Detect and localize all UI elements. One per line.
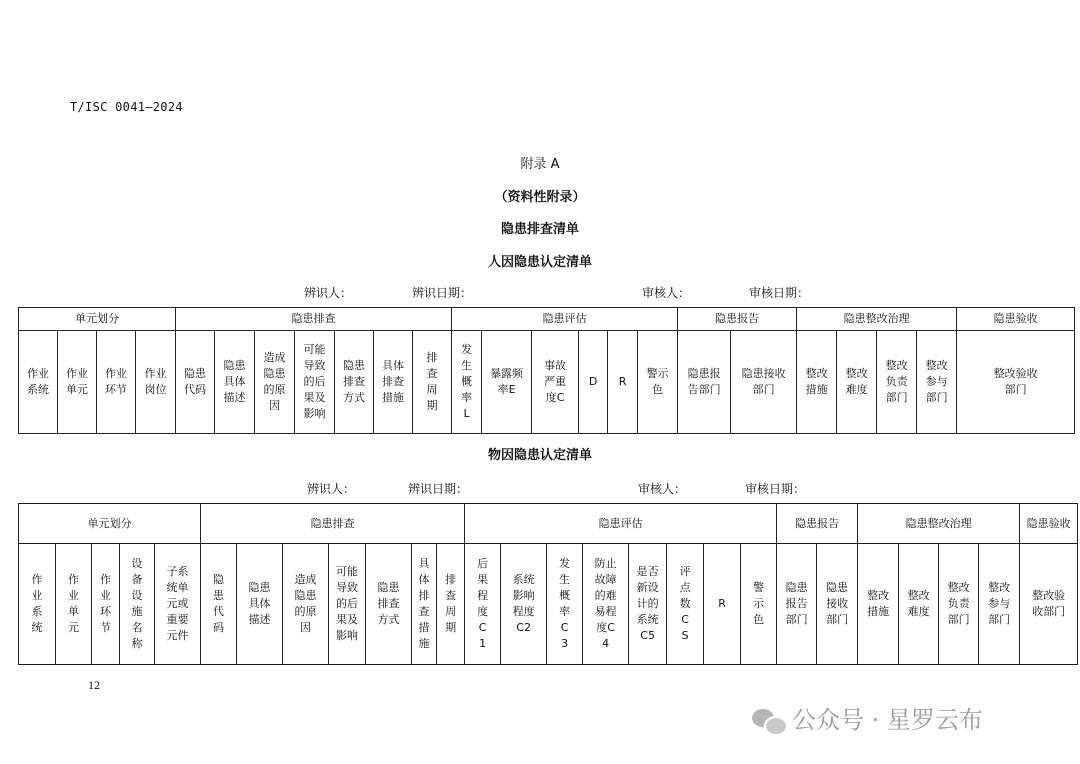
page-number: 12 — [88, 678, 100, 692]
col-header: 具体排查措施 — [412, 544, 437, 665]
reviewer-label: 审核人： — [642, 286, 691, 300]
col-header: 隐患代码 — [201, 544, 237, 665]
group-assessment: 隐患评估 — [452, 308, 678, 331]
col-header: 隐患具体描述 — [215, 331, 255, 434]
col-header: 整改措施 — [858, 544, 899, 665]
document-code: T/ISC 0041—2024 — [70, 100, 183, 114]
col-header: 可能导致的后果及影响 — [329, 544, 366, 665]
col-header: 评点数CS — [667, 544, 704, 665]
list-title: 隐患排查清单 — [500, 222, 579, 237]
reviewer-label: 审核人： — [638, 482, 687, 496]
col-header: 设备设施名称 — [120, 544, 155, 665]
col-header: 整改参与部门 — [979, 544, 1020, 665]
col-header: 作业系统 — [19, 331, 58, 434]
col-header: 具体排查措施 — [374, 331, 413, 434]
col-header: 整改参与部门 — [917, 331, 957, 434]
col-header: D — [579, 331, 608, 434]
human-hazard-table — [18, 307, 1075, 434]
group-report: 隐患报告 — [678, 308, 797, 331]
identify-date-label: 辨识日期： — [408, 482, 469, 496]
group-acceptance: 隐患验收 — [1020, 504, 1078, 544]
col-header: 警示色 — [741, 544, 777, 665]
col-header: 造成隐患的原因 — [255, 331, 295, 434]
col-header: 整改措施 — [797, 331, 837, 434]
appendix-type: （资料性附录） — [494, 190, 586, 205]
col-header: 作业环节 — [92, 544, 120, 665]
col-header: 隐患排查方式 — [366, 544, 412, 665]
human-list-title: 人因隐患认定清单 — [487, 255, 592, 270]
col-header: 发生概率C3 — [547, 544, 583, 665]
col-header: 作业环节 — [97, 331, 136, 434]
review-date-label: 审核日期： — [745, 482, 806, 496]
appendix-title: 附录 A — [520, 157, 560, 172]
identifier-label: 辨识人： — [304, 286, 353, 300]
col-header: 排查周期 — [437, 544, 465, 665]
group-inspection: 隐患排查 — [201, 504, 465, 544]
col-header: 后果程度C1 — [465, 544, 501, 665]
col-header: 隐患接收部门 — [817, 544, 858, 665]
col-header: 可能导致的后果及影响 — [295, 331, 335, 434]
col-header: 隐患排查方式 — [335, 331, 374, 434]
col-header: 整改验收部门 — [1020, 544, 1078, 665]
wechat-icon — [752, 707, 786, 735]
col-header: 作业系统 — [19, 544, 56, 665]
object-list-title: 物因隐患认定清单 — [487, 448, 592, 463]
col-header: 隐患接收部门 — [731, 331, 797, 434]
group-unit: 单元划分 — [19, 504, 201, 544]
col-header: 排查周期 — [413, 331, 452, 434]
col-header: 防止故障的难易程度C4 — [583, 544, 629, 665]
col-header: R — [608, 331, 638, 434]
col-header: 隐患报告部门 — [777, 544, 817, 665]
watermark — [752, 700, 983, 735]
object-hazard-table — [18, 503, 1078, 665]
group-unit: 单元划分 — [19, 308, 176, 331]
group-assessment: 隐患评估 — [465, 504, 777, 544]
identify-date-label: 辨识日期： — [412, 286, 473, 300]
col-header: 隐患报告部门 — [678, 331, 731, 434]
col-header: 发生概率L — [452, 331, 482, 434]
col-header: 隐患代码 — [176, 331, 215, 434]
col-header: 事故严重度C — [532, 331, 579, 434]
col-header: 警示色 — [638, 331, 678, 434]
group-inspection: 隐患排查 — [176, 308, 452, 331]
col-header: 作业单元 — [58, 331, 97, 434]
identifier-label: 辨识人： — [307, 482, 356, 496]
col-header: 系统影响程度C2 — [501, 544, 547, 665]
col-header: 整改负责部门 — [877, 331, 917, 434]
group-rectification: 隐患整改治理 — [858, 504, 1020, 544]
col-header: 整改负责部门 — [939, 544, 979, 665]
group-acceptance: 隐患验收 — [957, 308, 1075, 331]
col-header: 是否新设计的系统C5 — [629, 544, 667, 665]
col-header: 整改验收部门 — [957, 331, 1075, 434]
group-rectification: 隐患整改治理 — [797, 308, 957, 331]
col-header: 作业岗位 — [136, 331, 176, 434]
col-header: 造成隐患的原因 — [283, 544, 329, 665]
col-header: 暴露频率E — [482, 331, 532, 434]
col-header: 隐患具体描述 — [237, 544, 283, 665]
col-header: R — [704, 544, 741, 665]
col-header: 子系统单元或重要元件 — [155, 544, 201, 665]
col-header: 作业单元 — [56, 544, 92, 665]
review-date-label: 审核日期： — [749, 286, 810, 300]
col-header: 整改难度 — [837, 331, 877, 434]
watermark-text: 公众号 · 星罗云布 — [792, 706, 983, 734]
col-header: 整改难度 — [899, 544, 939, 665]
group-report: 隐患报告 — [777, 504, 858, 544]
